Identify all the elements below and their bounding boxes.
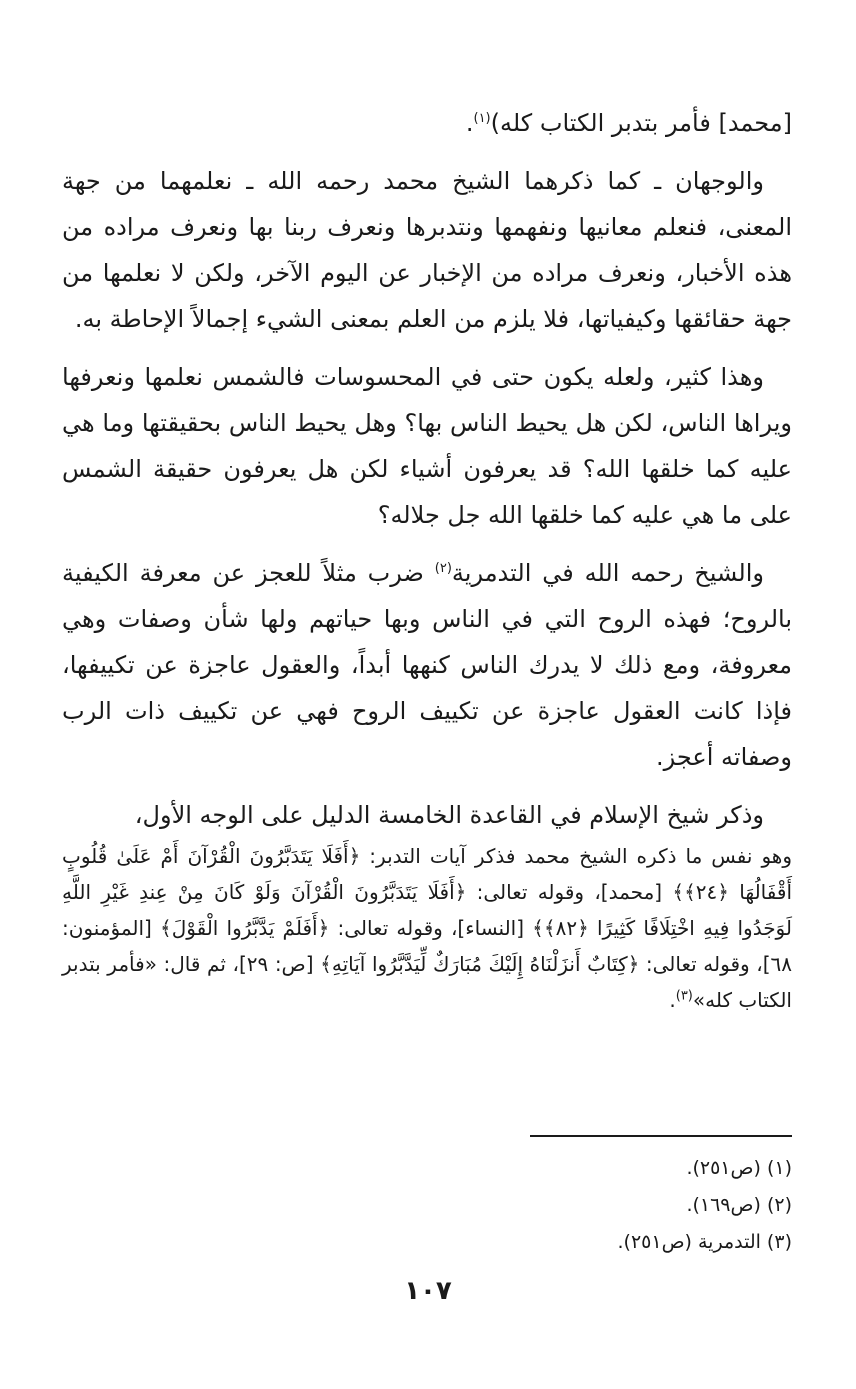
footnote-ref-1[interactable]: (١) — [473, 111, 491, 126]
paragraph-1-end: . — [465, 109, 474, 137]
footnote-ref-2[interactable]: (٢) — [434, 561, 452, 576]
paragraph-2: والوجهان ـ كما ذكرهما الشيخ محمد رحمه الله ـ نعلمهما من جهة المعنى، فنعلم معانيها ونفهمها ونتدبرها ونعرف ربنا بها ونعرف مراده من هذه الأخبار، ونعرف مراده من الإخبار عن اليوم الآخر، ولكن لا نعلمها من جهة حقائقها وكيفياتها، فلا يلزم من العلم بمعنى الشيء إجمالاً الإحاطة به. — [62, 167, 792, 333]
page-number: ١٠٧ — [404, 1276, 452, 1306]
paragraph-1-text: [محمد] فأمر بتدبر الكتاب كله) — [490, 109, 792, 137]
footnotes — [62, 1150, 792, 1261]
paragraph-4-text-a: والشيخ رحمه الله في التدمرية — [451, 559, 765, 587]
footnote-divider — [530, 1135, 792, 1137]
paragraph-4 — [62, 550, 792, 780]
paragraph-6-quranic-verses — [62, 838, 792, 1018]
paragraph-4-text-b: ضرب مثلاً للعجز عن معرفة الكيفية بالروح؛ فهذه الروح التي في الناس وبها حياتهم ولها شأن وصفات وهي معروفة، ومع ذلك لا يدرك الناس كنهها أبداً، والعقول عاجزة عن تكييفها، فإذا كانت العقول عاجزة عن تكييف الروح فهي عن تكييف ذات الرب وصفاته أعجز. — [62, 559, 792, 771]
paragraph-6-end: . — [669, 988, 676, 1012]
paragraph-6-text: وهو نفس ما ذكره الشيخ محمد فذكر آيات التدبر: ﴿أَفَلَا يَتَدَبَّرُونَ الْقُرْآنَ أَمْ عَلَىٰ قُلُوبٍ أَقْفَالُهَا ﴿٢٤﴾﴾ [محمد]، وقوله تعالى: ﴿أَفَلَا يَتَدَبَّرُونَ الْقُرْآنَ وَلَوْ كَانَ مِنْ عِندِ غَيْرِ اللَّهِ لَوَجَدُوا فِيهِ اخْتِلَافًا كَثِيرًا ﴿٨٢﴾﴾ [النساء]، وقوله تعالى: ﴿أَفَلَمْ يَدَّبَّرُوا الْقَوْلَ﴾ [المؤمنون: ٦٨]، وقوله تعالى: ﴿كِتَابٌ أَنزَلْنَاهُ إِلَيْكَ مُبَارَكٌ لِّيَدَّبَّرُوا آيَاتِهِ﴾ [ص: ٢٩]، ثم قال: «فأمر بتدبر الكتاب كله» — [62, 844, 793, 1012]
footnote-2: (٢) (ص١٦٩). — [686, 1194, 792, 1216]
footnote-ref-3[interactable]: (٣) — [675, 988, 693, 1004]
paragraph-1 — [62, 100, 792, 146]
paragraph-3: وهذا كثير، ولعله يكون حتى في المحسوسات فالشمس نعلمها ونعرفها ويراها الناس، لكن هل يحيط الناس بها؟ وهل يحيط الناس بحقيقتها وما هي عليه كما خلقها الله؟ قد يعرفون أشياء لكن هل يعرفون حقيقة الشمس على ما هي عليه كما خلقها الله جل جلاله؟ — [62, 363, 792, 529]
footnote-1: (١) (ص٢٥١). — [686, 1157, 792, 1179]
paragraph-5: وذكر شيخ الإسلام في القاعدة الخامسة الدليل على الوجه الأول، — [134, 801, 764, 829]
page-body — [62, 100, 792, 1018]
footnote-3: (٣) التدمرية (ص٢٥١). — [617, 1231, 792, 1253]
